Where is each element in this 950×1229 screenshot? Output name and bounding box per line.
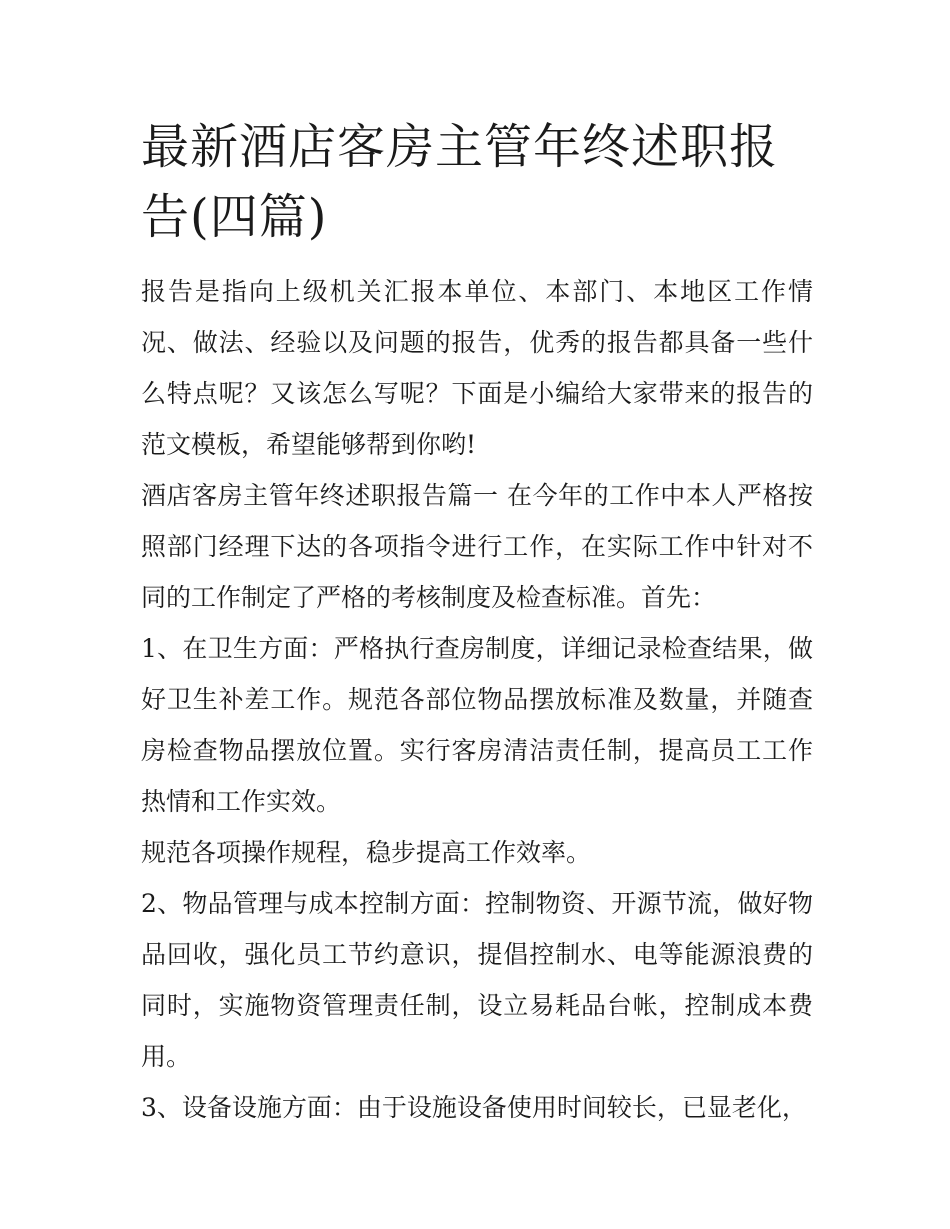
document-page bbox=[141, 112, 813, 1133]
document-title: 最新酒店客房主管年终述职报告(四篇) bbox=[141, 119, 779, 245]
paragraph-hygiene: 1、在卫生方面：严格执行查房制度，详细记录检查结果，做好卫生补差工作。规范各部位物品摆放标准及数量，并随查房检查物品摆放位置。实行客房清洁责任制，提高员工工作热情和工作实效。 bbox=[141, 634, 813, 816]
paragraph-section-one: 酒店客房主管年终述职报告篇一 在今年的工作中本人严格按照部门经理下达的各项指令进行工作，在实际工作中针对不同的工作制定了严格的考核制度及检查标准。首先： bbox=[141, 481, 813, 612]
document-body bbox=[141, 266, 813, 1133]
paragraph-cost-control: 2、物品管理与成本控制方面：控制物资、开源节流，做好物品回收，强化员工节约意识，提倡控制水、电等能源浪费的同时，实施物资管理责任制，设立易耗品台帐，控制成本费用。 bbox=[141, 889, 813, 1071]
paragraph-equipment: 3、设备设施方面：由于设施设备使用时间较长，已显老化， bbox=[141, 1093, 807, 1122]
paragraph-procedures: 规范各项操作规程，稳步提高工作效率。 bbox=[141, 838, 592, 867]
paragraph-intro: 报告是指向上级机关汇报本单位、本部门、本地区工作情况、做法、经验以及问题的报告，优秀的报告都具备一些什么特点呢？又该怎么写呢？下面是小编给大家带来的报告的范文模板，希望能够帮到你哟! bbox=[141, 277, 813, 459]
